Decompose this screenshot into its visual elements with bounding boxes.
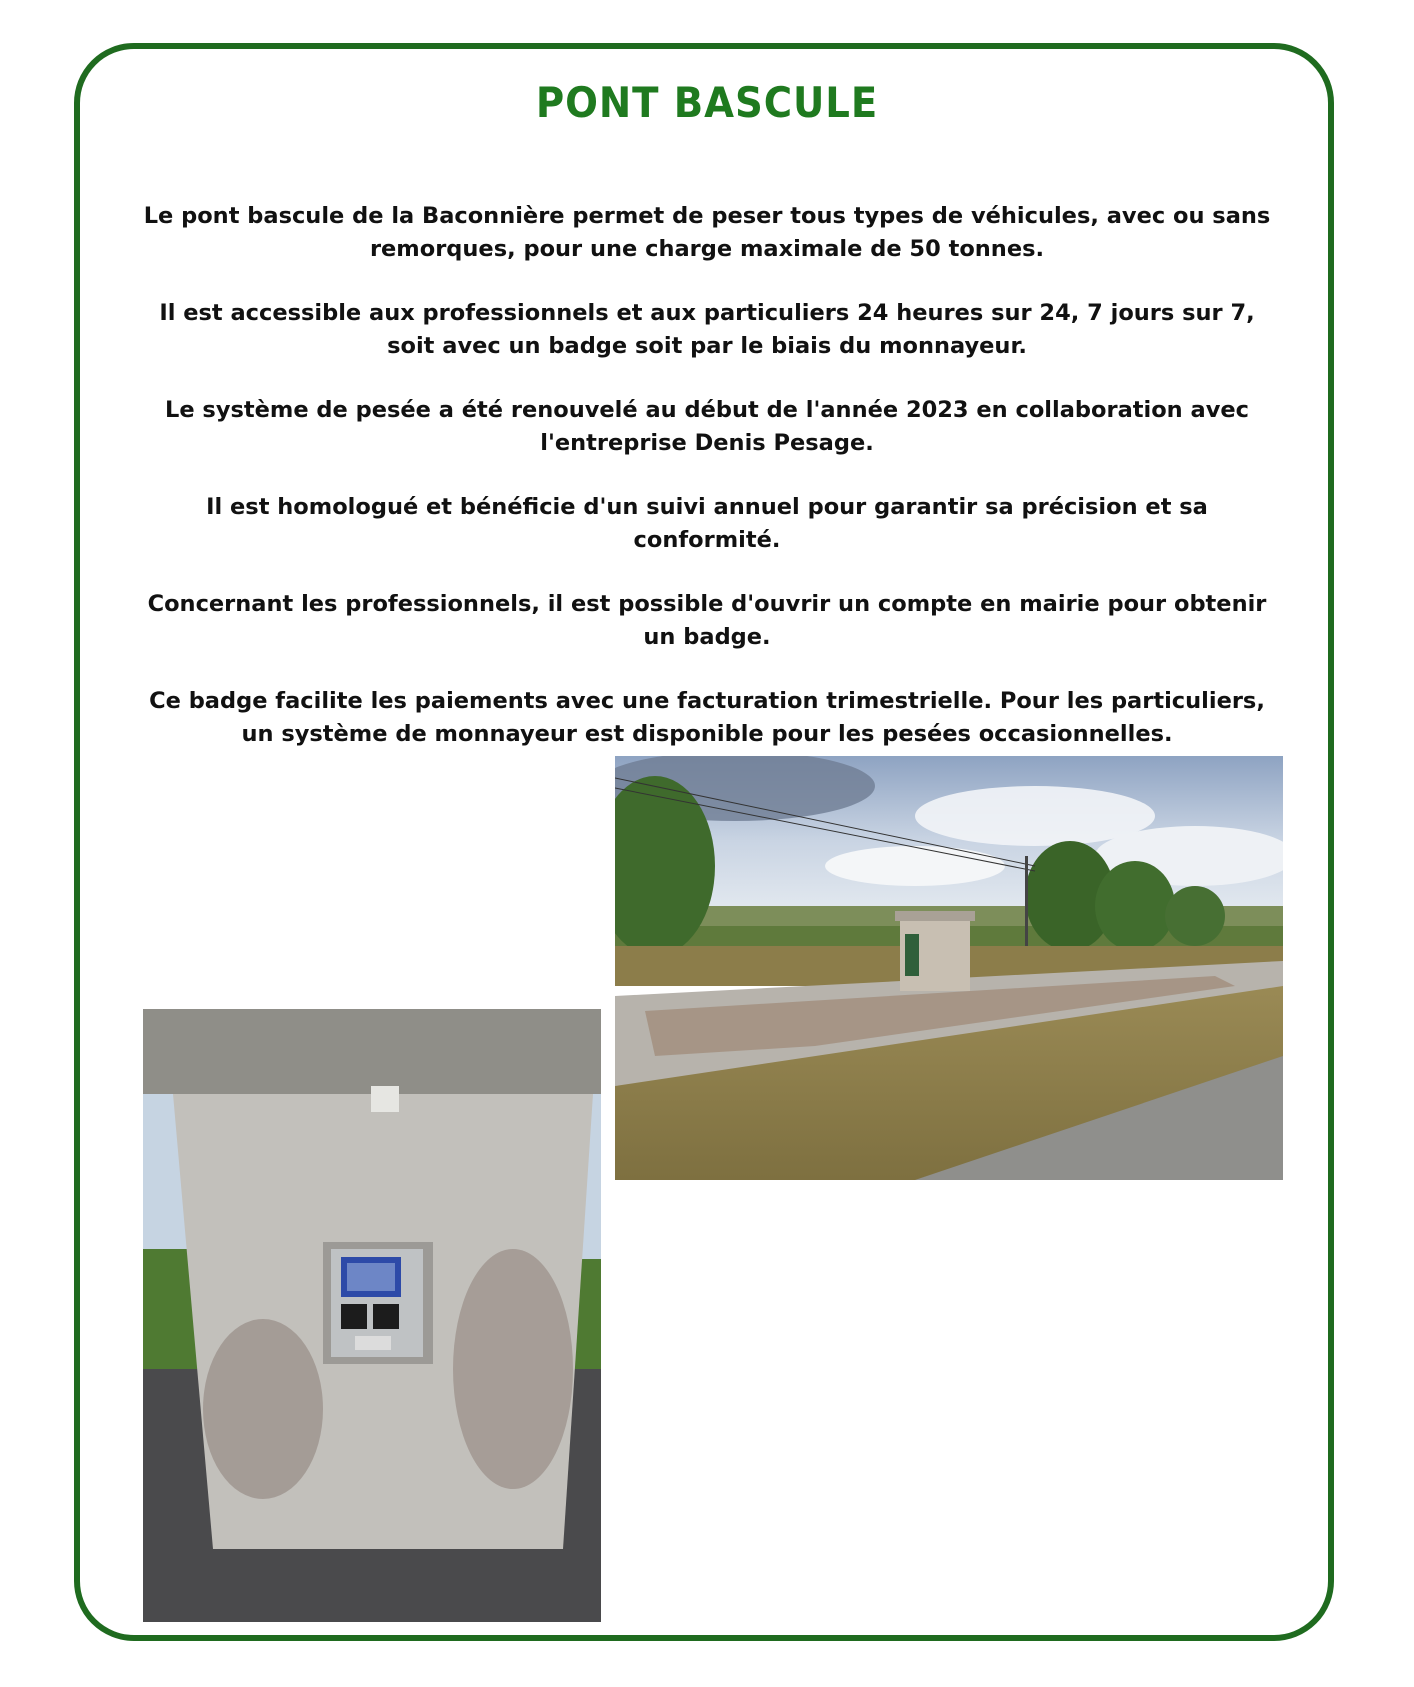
- weighbridge-photo: [615, 756, 1283, 1180]
- paragraph: Ce badge facilite les paiements avec une facturation trimestrielle. Pour les particuliers, un système de monnayeur est disponible pour les pesées occasionnelles.: [149, 688, 1265, 747]
- page-title: PONT BASCULE: [535, 78, 879, 127]
- paragraph: Concernant les professionnels, il est possible d'ouvrir un compte en mairie pour obtenir un badge.: [147, 591, 1267, 650]
- paragraph: Il est accessible aux professionnels et aux particuliers 24 heures sur 24, 7 jours sur 7, soit avec un badge soit par le biais du monnayeur.: [159, 300, 1255, 359]
- kiosk-photo: [143, 1009, 601, 1622]
- paragraph: Il est homologué et bénéficie d'un suivi annuel pour garantir sa précision et sa conformité.: [206, 494, 1208, 553]
- description-text: [140, 200, 1274, 782]
- paragraph: Le pont bascule de la Baconnière permet de peser tous types de véhicules, avec ou sans remorques, pour une charge maximale de 50 tonnes.: [143, 203, 1271, 262]
- paragraph: Le système de pesée a été renouvelé au début de l'année 2023 en collaboration avec l'entreprise Denis Pesage.: [165, 397, 1249, 456]
